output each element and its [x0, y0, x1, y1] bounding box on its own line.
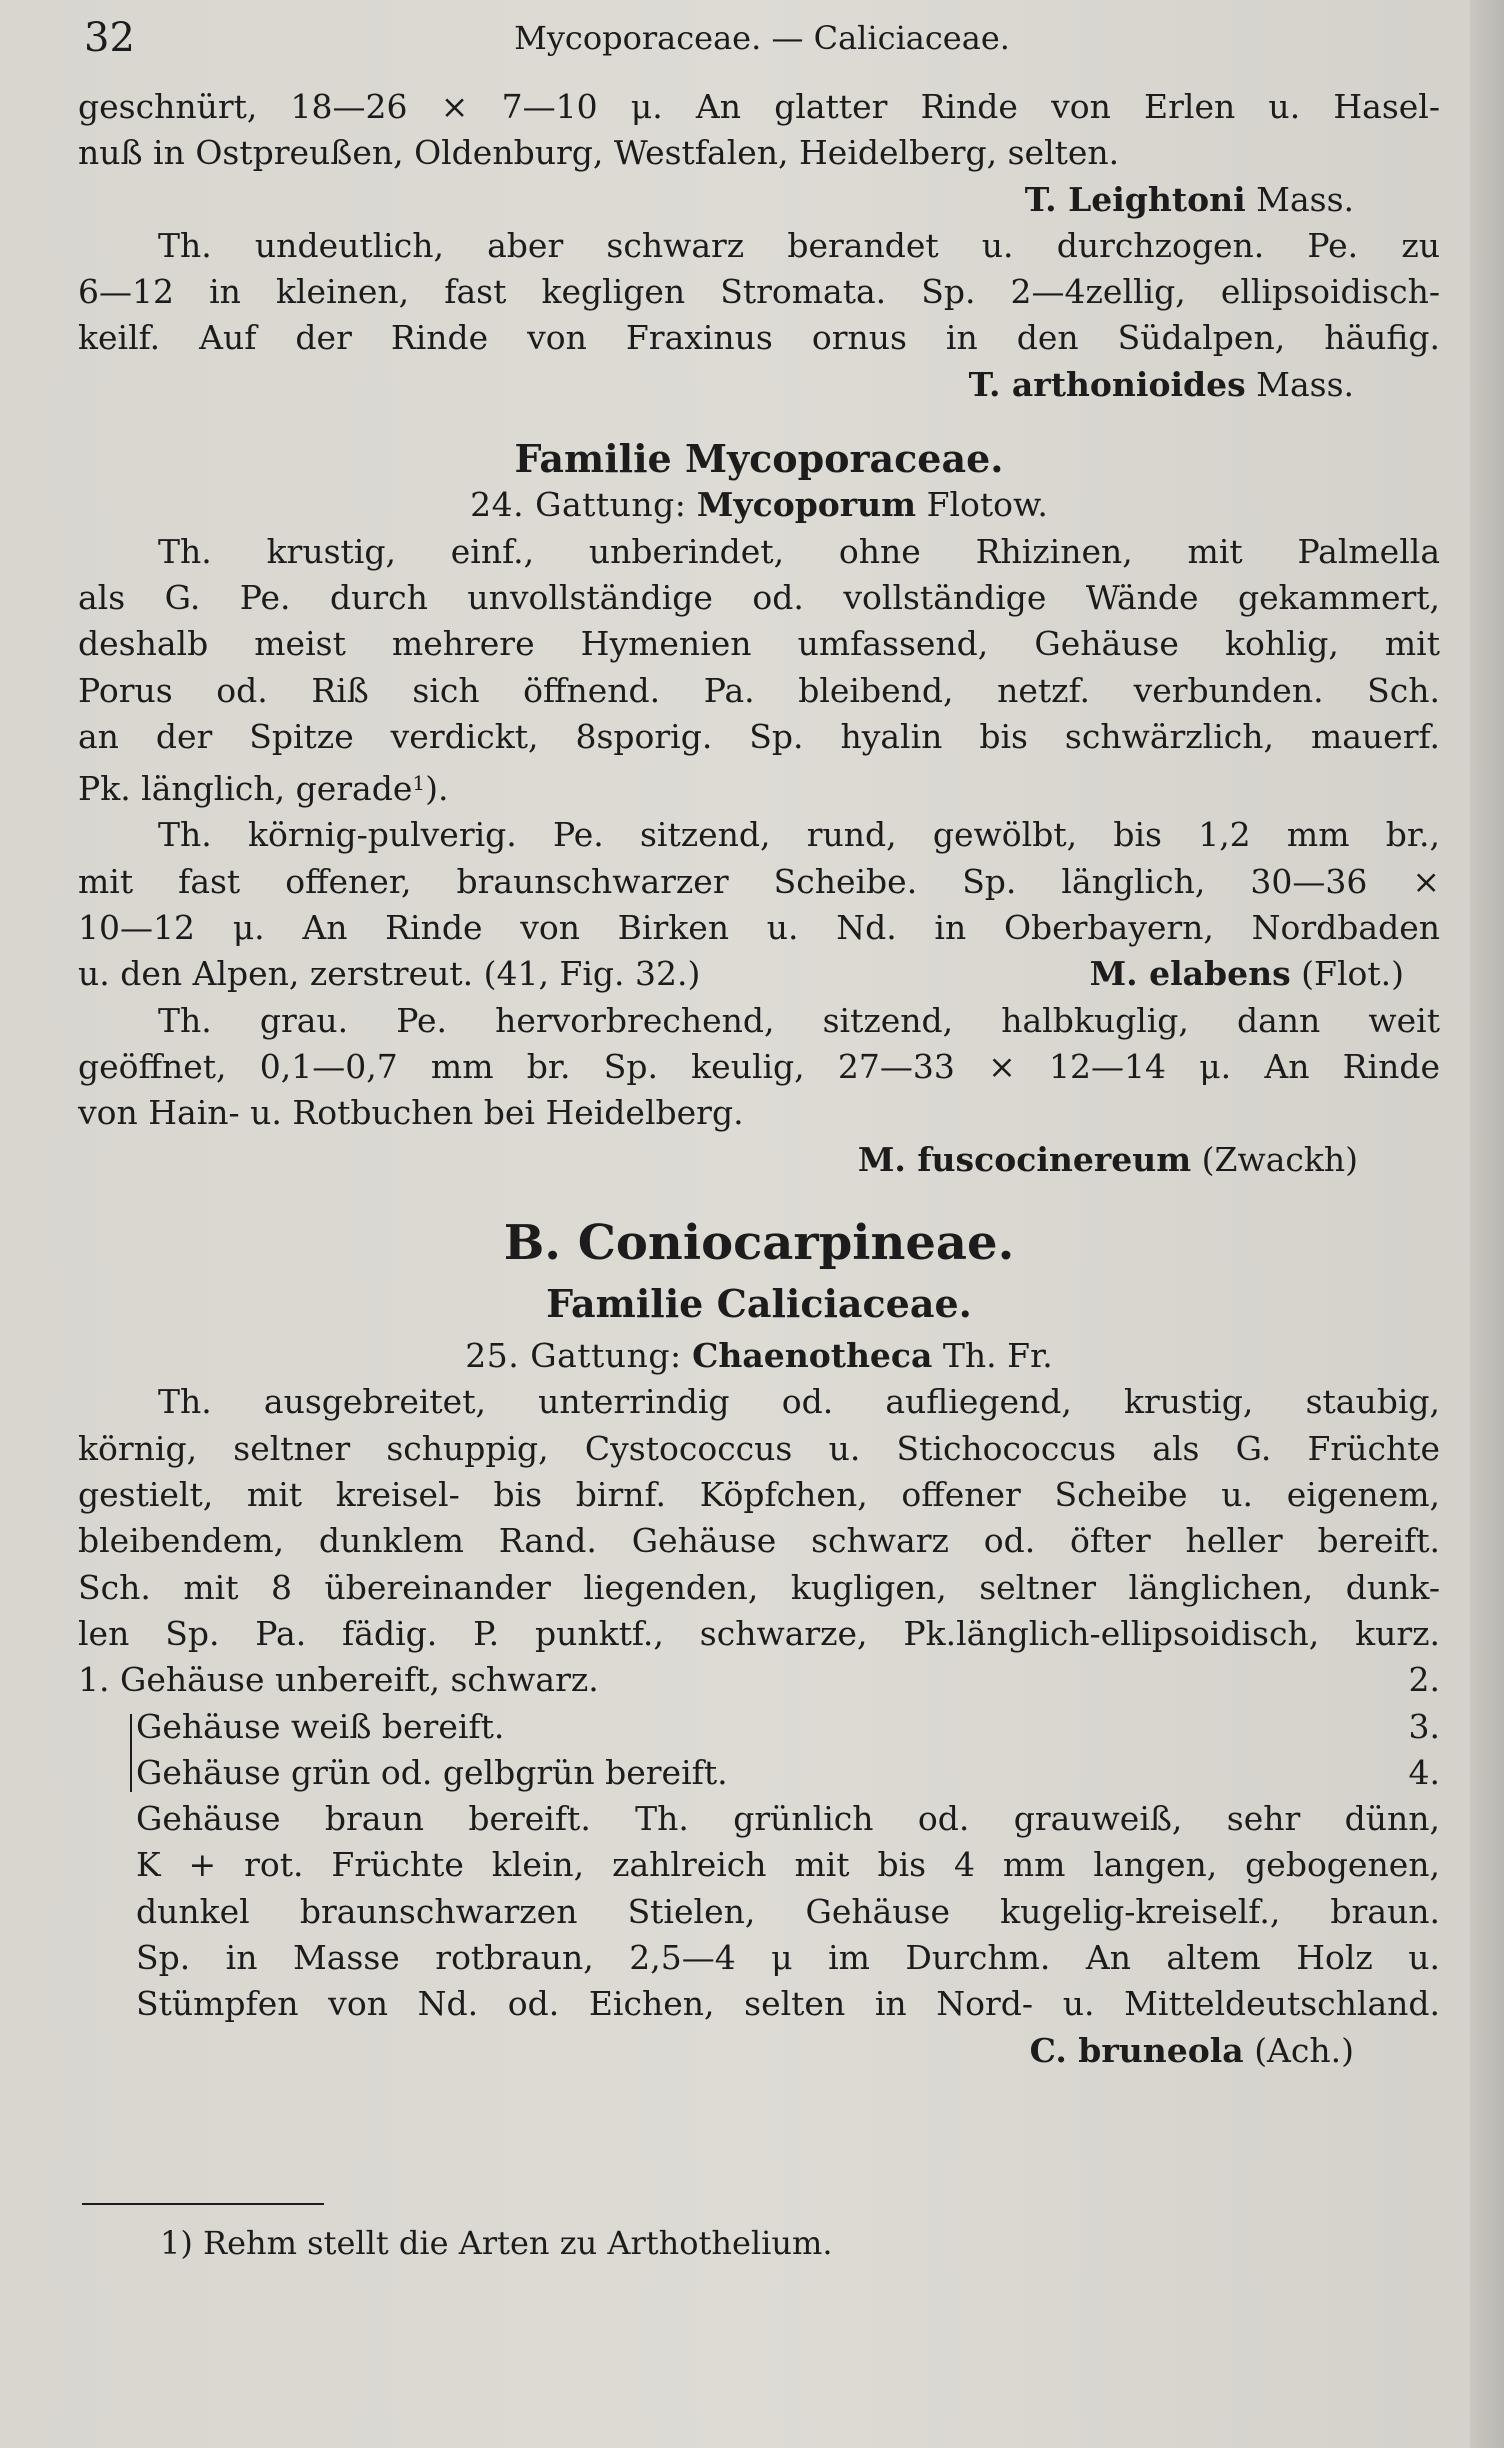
- species-epithet: T. arthonioides: [968, 364, 1246, 404]
- species-author: (Flot.): [1301, 954, 1404, 994]
- text-line: Sch. mit 8 übereinander liegenden, kugligen, seltner länglichen, dunk-: [78, 1567, 1440, 1607]
- family-heading: Familie Caliciaceae.: [546, 1280, 972, 1326]
- text-line: Porus od. Riß sich öffnend. Pa. bleibend, netzf. verbunden. Sch.: [78, 670, 1440, 710]
- key-line: [78, 1657, 1440, 1703]
- text-line: [78, 951, 1440, 997]
- genus-prefix: 24. Gattung:: [470, 485, 687, 525]
- text-line: nuß in Ostpreußen, Oldenburg, Westfalen, Heidelberg, selten.: [78, 133, 1120, 173]
- text-line: keilf. Auf der Rinde von Fraxinus ornus in den Südalpen, häufig.: [78, 318, 1440, 358]
- species-author: (Zwackh): [1201, 1139, 1358, 1179]
- text-line: von Hain- u. Rotbuchen bei Heidelberg.: [78, 1093, 744, 1133]
- text-line: körnig, seltner schuppig, Cystococcus u. Stichococcus als G. Früchte: [78, 1428, 1440, 1468]
- species-author: Mass.: [1256, 364, 1354, 404]
- genus-heading: [78, 482, 1440, 528]
- species-epithet: C. bruneola: [1029, 2030, 1244, 2070]
- genus-name: Mycoporum: [696, 485, 917, 525]
- text-line: Th. undeutlich, aber schwarz berandet u. durchzogen. Pe. zu: [158, 225, 1440, 265]
- species-name: [78, 1137, 1440, 1183]
- text-line: bleibendem, dunklem Rand. Gehäuse schwarz od. öfter heller bereift.: [78, 1521, 1440, 1561]
- text-line: als G. Pe. durch unvollständige od. vollständige Wände gekammert,: [78, 577, 1440, 617]
- footnote: [160, 2220, 832, 2266]
- text-line: Sp. in Masse rotbraun, 2,5—4 μ im Durchm. An altem Holz u.: [136, 1937, 1440, 1977]
- family-heading: Familie Mycoporaceae.: [514, 436, 1004, 482]
- text-line: K + rot. Früchte klein, zahlreich mit bis 4 mm langen, gebogenen,: [136, 1845, 1440, 1885]
- text-line: Stümpfen von Nd. od. Eichen, selten in Nord- u. Mitteldeutschland.: [136, 1984, 1440, 2024]
- genus-prefix: 25. Gattung:: [465, 1336, 682, 1376]
- text-line: an der Spitze verdickt, 8sporig. Sp. hyalin bis schwärzlich, mauerf.: [78, 716, 1440, 756]
- page-edge: [1470, 0, 1504, 2448]
- footnote-ref: 1: [412, 771, 426, 796]
- text-line: geöffnet, 0,1—0,7 mm br. Sp. keulig, 27—33 × 12—14 μ. An Rinde: [78, 1046, 1440, 1086]
- genus-author: Flotow.: [926, 485, 1048, 525]
- text-line: gestielt, mit kreisel- bis birnf. Köpfchen, offener Scheibe u. eigenem,: [78, 1475, 1440, 1515]
- page-body: [78, 84, 1440, 2074]
- text-fragment: Pk. länglich, gerade: [78, 769, 413, 809]
- text-line: dunkel braunschwarzen Stielen, Gehäuse kugelig-kreiself., braun.: [136, 1891, 1440, 1931]
- key-line: [78, 1750, 1440, 1796]
- key-entry: [78, 1796, 1440, 2074]
- text-line: Th. grau. Pe. hervorbrechend, sitzend, halbkuglig, dann weit: [158, 1000, 1440, 1040]
- text-line: 6—12 in kleinen, fast kegligen Stromata. Sp. 2—4zellig, ellipsoidisch-: [78, 272, 1440, 312]
- footnote-marker: 1: [160, 2224, 181, 2262]
- footnote-rule: [82, 2203, 324, 2205]
- genus-name: Chaenotheca: [692, 1336, 933, 1376]
- species-name: [78, 177, 1440, 223]
- text-line: Th. körnig-pulverig. Pe. sitzend, rund, gewölbt, bis 1,2 mm br.,: [158, 815, 1440, 855]
- species-author: (Ach.): [1254, 2030, 1354, 2070]
- text-line: Th. krustig, einf., unberindet, ohne Rhizinen, mit Palmella: [158, 531, 1440, 571]
- text-line: Th. ausgebreitet, unterrindig od. aufliegend, krustig, staubig,: [158, 1382, 1440, 1422]
- genus-heading: [78, 1333, 1440, 1379]
- genus-author: Th. Fr.: [942, 1336, 1053, 1376]
- key-text: Gehäuse weiß bereift.: [136, 1706, 505, 1746]
- text-line: [78, 760, 1440, 812]
- key-number: 4.: [1408, 1752, 1440, 1792]
- key-text: 1. Gehäuse unbereift, schwarz.: [78, 1660, 599, 1700]
- species-epithet: T. Leightoni: [1024, 179, 1246, 219]
- species-name: [78, 362, 1440, 408]
- species-epithet: M. fuscocinereum: [857, 1139, 1192, 1179]
- page-header: [84, 8, 1440, 68]
- text-line: 10—12 μ. An Rinde von Birken u. Nd. in Oberbayern, Nordbaden: [78, 908, 1440, 948]
- key-text: Gehäuse grün od. gelbgrün bereift.: [136, 1752, 728, 1792]
- text-fragment: u. den Alpen, zerstreut. (41, Fig. 32.): [78, 954, 701, 994]
- species-author: Mass.: [1256, 179, 1354, 219]
- section-heading: B. Coniocarpineae.: [503, 1214, 1015, 1271]
- species-name: [136, 2028, 1440, 2074]
- key-bracket-group: [78, 1704, 1440, 1797]
- page-number: 32: [84, 15, 135, 61]
- text-line: geschnürt, 18—26 × 7—10 μ. An glatter Rinde von Erlen u. Hasel-: [78, 87, 1440, 126]
- text-line: deshalb meist mehrere Hymenien umfassend, Gehäuse kohlig, mit: [78, 624, 1440, 664]
- running-head: Mycoporaceae. — Caliciaceae.: [514, 19, 1010, 57]
- text-line: Gehäuse braun bereift. Th. grünlich od. grauweiß, sehr dünn,: [136, 1799, 1440, 1839]
- species-epithet: M. elabens: [1089, 954, 1291, 994]
- text-fragment: ).: [425, 769, 449, 809]
- footnote-marker-close: ): [180, 2224, 193, 2262]
- text-line: len Sp. Pa. fädig. P. punktf., schwarze, Pk.länglich-ellipsoidisch, kurz.: [78, 1613, 1440, 1653]
- species-name: [1090, 951, 1404, 997]
- footnote-text: Rehm stellt die Arten zu Arthothelium.: [203, 2224, 833, 2262]
- text-line: mit fast offener, braunschwarzer Scheibe. Sp. länglich, 30—36 ×: [78, 861, 1440, 901]
- key-number: 2.: [1408, 1660, 1440, 1700]
- key-number: 3.: [1408, 1706, 1440, 1746]
- key-line: [78, 1704, 1440, 1750]
